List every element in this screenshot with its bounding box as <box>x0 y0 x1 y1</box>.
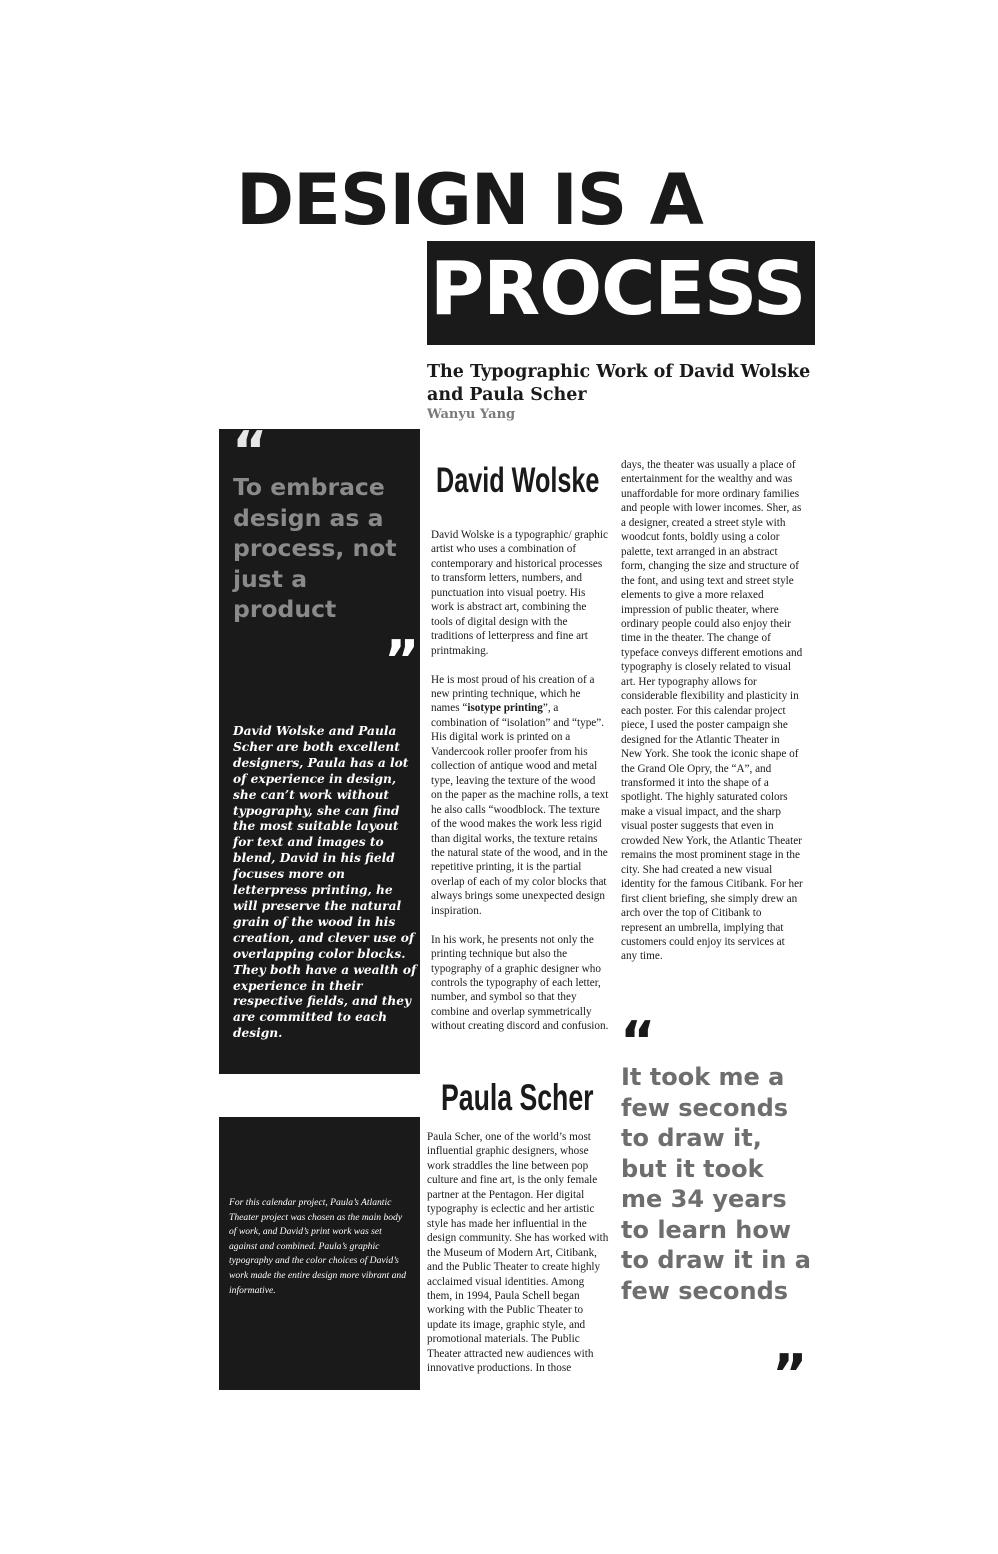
author-name: Wanyu Yang <box>427 407 516 422</box>
close-quote-icon: ” <box>772 1343 808 1406</box>
wolske-paragraph <box>431 673 609 919</box>
project-note: For this calendar project, Paula’s Atlantic Theater project was chosen as the main body of work, and David’s print work was set against and combined. Paula’s graphic typography and the color choices of David’s work made the entire design more vibrant and informative. <box>229 1197 407 1296</box>
scher-paragraph: days, the theater was usually a place of entertainment for the wealthy and was unaffordable for more ordinary families and people with lower incomes. Sher, as a designer, created a street style with woodcut fonts, boldly using a color palette, text arranged in an abstract form, changing the size and structure of the font, and using text and street style elements to give a more relaxed impression of public theater, where ordinary people could also enjoy their time in the theater. The change of typeface conveys different emotions and typography is closely related to visual art. Her typography allows for considerable flexibility and plasticity in each poster. For this calendar project piece, I used the poster campaign she designed for the Atlantic Theater in New York. She took the iconic shape of the Grand Ole Opry, the “A”, and transformed it into the shape of a spotlight. The highly saturated colors make a visual impact, and the sharp visual poster suggests that even in crowded New York, the Atlantic Theater remains the most prominent stage in the city. She had created a new visual identity for the famous Citibank. For her first client briefing, she simply drew an arch over the top of Citibank to represent an umbrella, implying that customers could enjoy its services at any time. <box>621 459 803 963</box>
title-line-2: PROCESS <box>430 246 806 332</box>
section-heading-wolske: David Wolske <box>436 461 600 500</box>
paragraph-text: ”, a combination of “isolation” and “type”. His digital work is printed on a Vandercook roller proofer from his collection of antique wood and metal type, leaving the texture of the wood on the paper as the machine rolls, a text he also calls “woodblock. The texture of the wood makes the work less rigid than digital works, the texture retains the natural state of the wood, and in the repetitive printing, it is the partial overlap of each of my color blocks that always brings some unexpected design inspiration. <box>431 702 609 917</box>
subtitle: The Typographic Work of David Wolske and Paula Scher <box>427 362 811 405</box>
wolske-paragraph: David Wolske is a typographic/ graphic artist who uses a combination of contemporary and historical processes to transform letters, numbers, and punctuation into visual poetry. His work is abstract art, combining the tools of digital design with the traditions of letterpress and fine art printmaking. <box>431 529 608 657</box>
scher-paragraph: Paula Scher, one of the world’s most influential graphic designers, whose work straddles the line between pop culture and fine art, is the only female partner at the Pentagon. Her digital typography is eclectic and her artistic style has made her influential in the design community. She has worked with the Museum of Modern Art, Citibank, and the Public Theater to create highly acclaimed visual identities. Among them, in 1994, Paula Schell began working with the Public Theater to update its image, graphic style, and promotional materials. The Public Theater attracted new audiences with innovative productions. In those <box>427 1131 609 1375</box>
scher-article <box>427 1130 609 1376</box>
emphasis-text: isotype printing <box>467 702 543 715</box>
title-line-1: DESIGN IS A <box>236 159 703 241</box>
wolske-article <box>431 528 609 1034</box>
wolske-paragraph: In his work, he presents not only the printing technique but also the typography of a graphic designer who controls the typography of each letter, number, and symbol so that they combine and overlap symmetrically without creating discord and confusion. <box>431 933 609 1033</box>
paragraph-text: He is most proud of his creation of a new printing technique, which he names “ <box>431 673 595 715</box>
open-quote-icon: “ <box>620 1010 656 1073</box>
open-quote-icon: “ <box>232 420 268 483</box>
close-quote-icon: ” <box>384 629 420 692</box>
pull-quote: To embrace design as a process, not just a product <box>233 473 397 623</box>
scher-quote: It took me a few seconds to draw it, but it took me 34 years to learn how to draw it in a few seconds <box>621 1063 811 1305</box>
scher-article-continued <box>621 458 803 964</box>
section-heading-scher: Paula Scher <box>441 1077 594 1118</box>
intro-text: David Wolske and Paula Scher are both excellent designers, Paula has a lot of experience in design, she can’t work without typography, she can find the most suitable layout for text and images to blend, David in his field focuses more on letterpress printing, he will preserve the natural grain of the wood in his creation, and clever use of overlapping color blocks. They both have a wealth of experience in their respective fields, and they are committed to each design. <box>233 724 417 1041</box>
